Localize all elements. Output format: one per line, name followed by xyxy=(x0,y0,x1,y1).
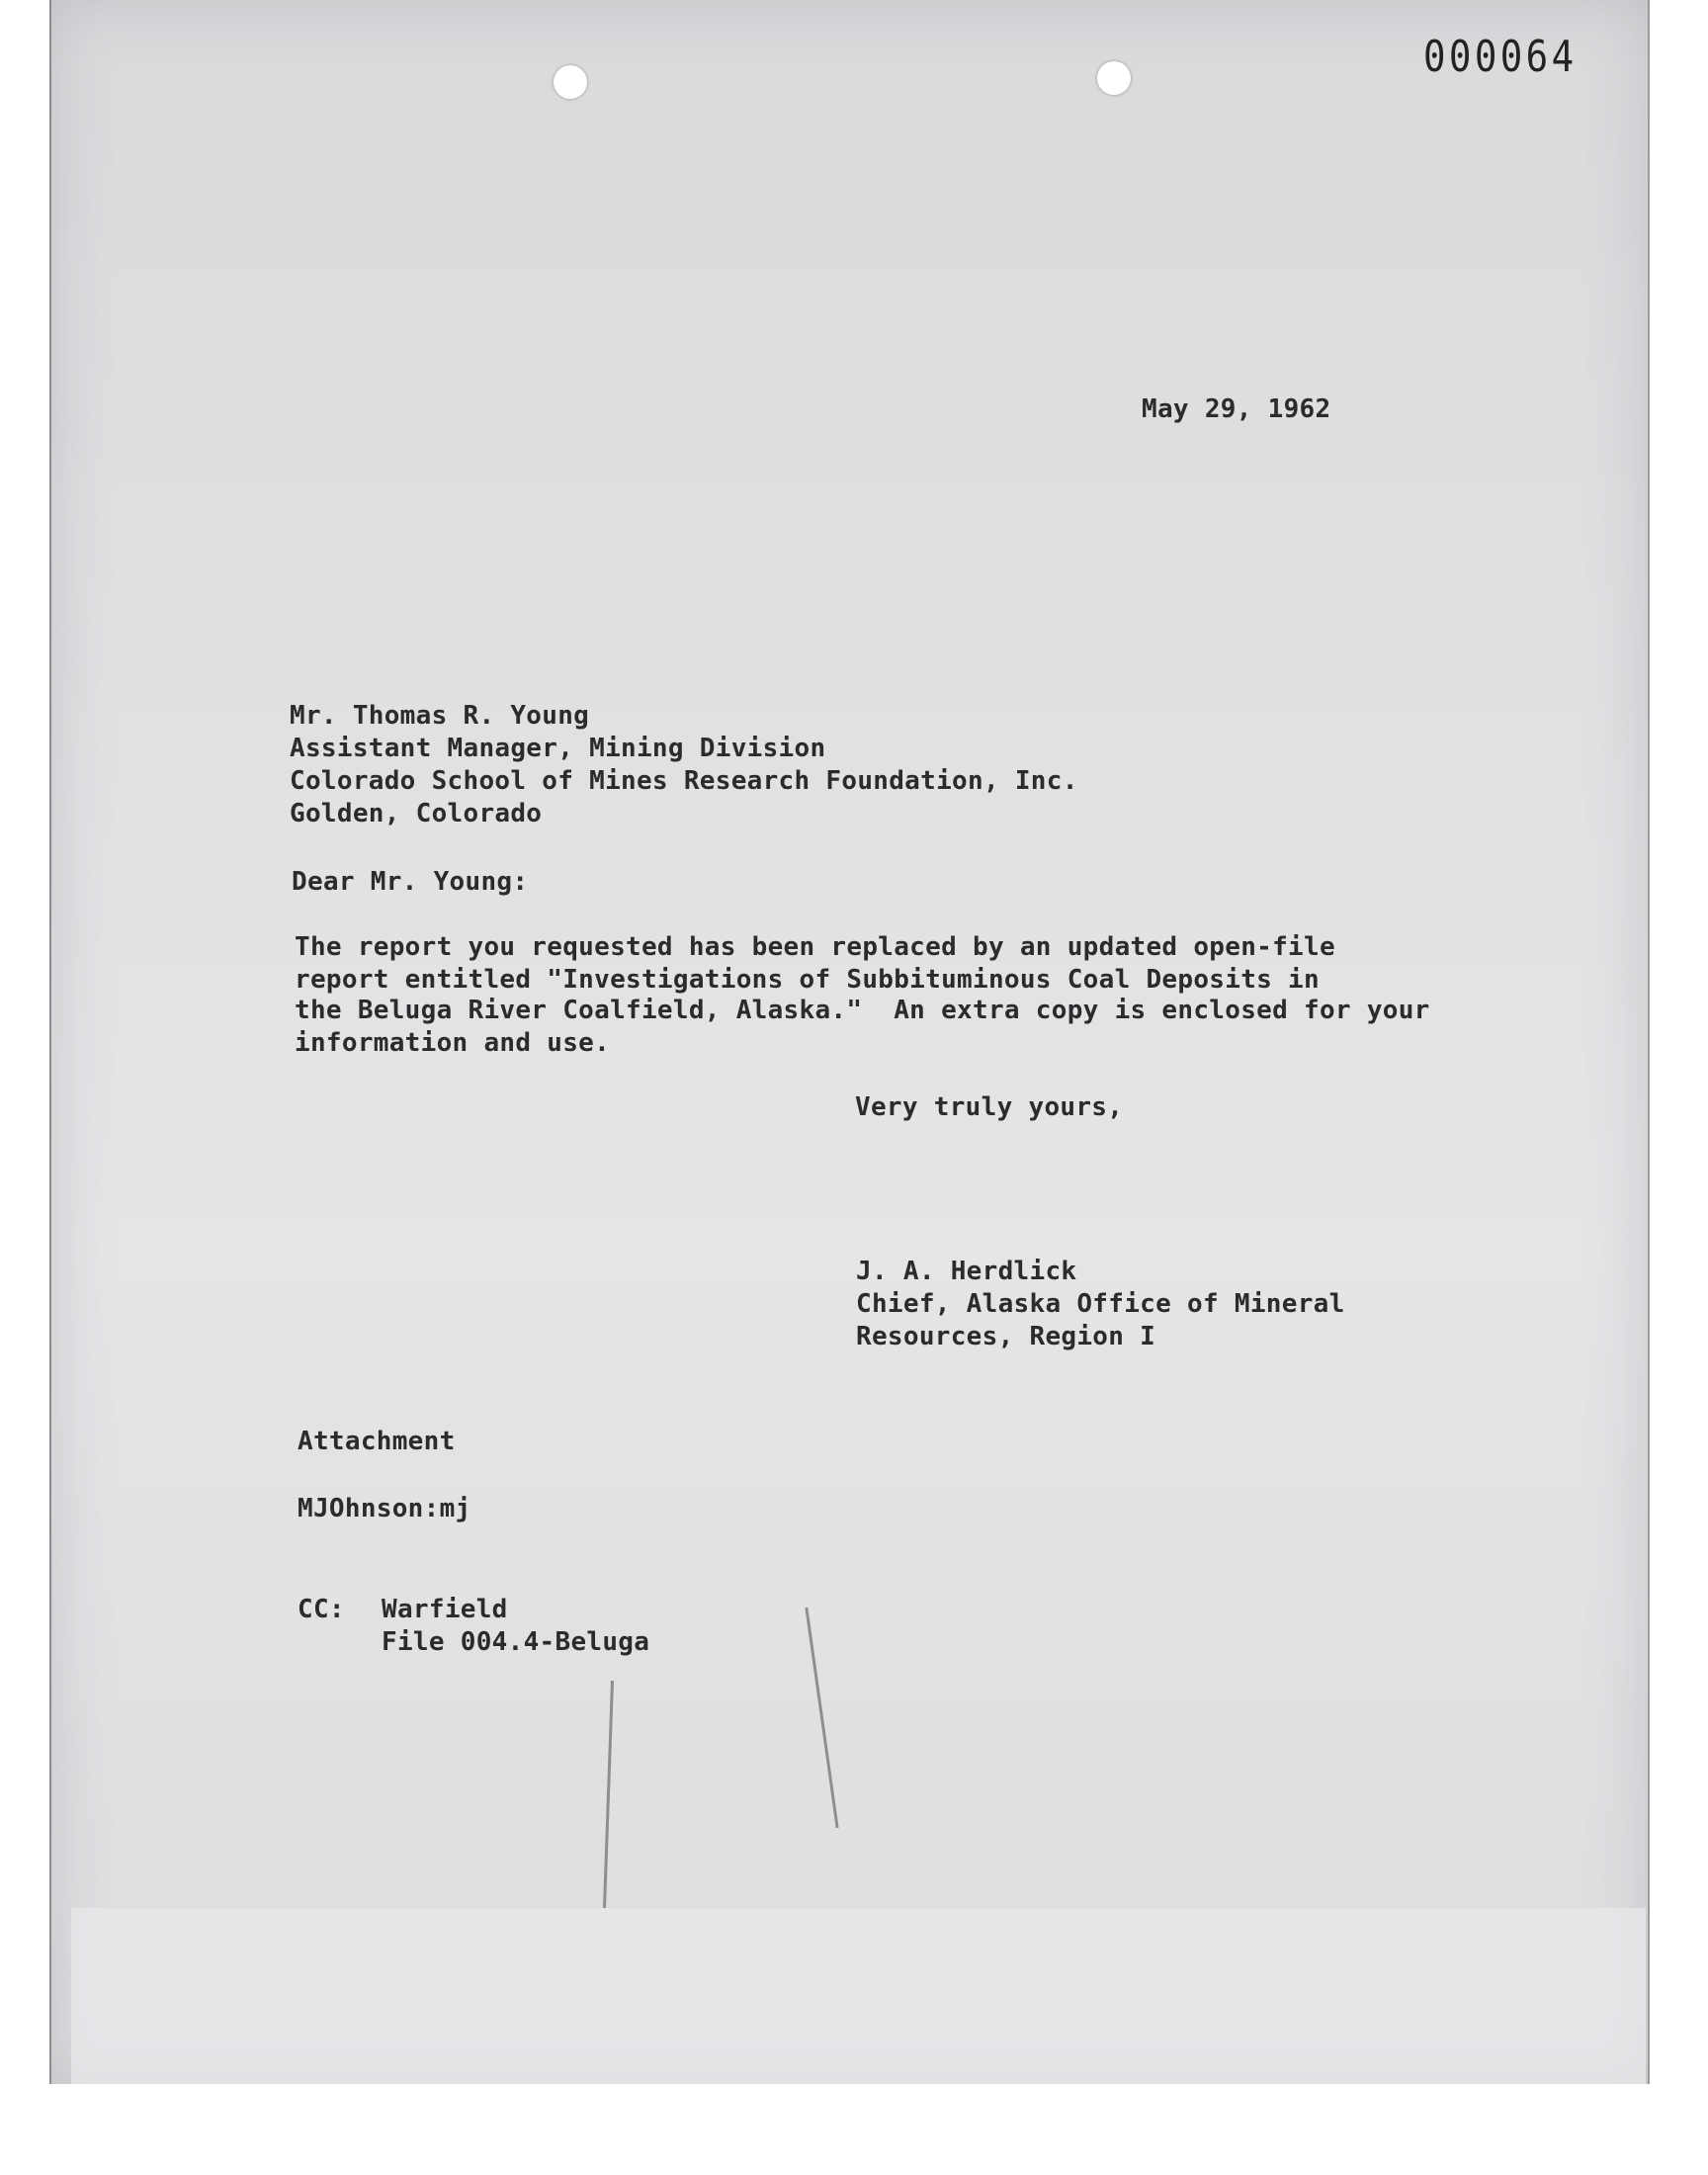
sheet-bottom-shade xyxy=(71,1908,1646,2084)
body-line: The report you requested has been replaced by an updated open-file xyxy=(295,932,1335,962)
recipient-name: Mr. Thomas R. Young xyxy=(290,701,590,731)
punch-hole-right xyxy=(1097,61,1131,95)
letter-date: May 29, 1962 xyxy=(1142,394,1331,424)
cc-label: CC: xyxy=(298,1595,345,1624)
typist-initials: MJOhnson:mj xyxy=(298,1494,471,1523)
recipient-organization: Colorado School of Mines Research Foundation, Inc. xyxy=(290,766,1078,796)
body-line: the Beluga River Coalfield, Alaska." An extra copy is enclosed for your xyxy=(295,996,1430,1025)
salutation: Dear Mr. Young: xyxy=(292,867,529,897)
punch-hole-left xyxy=(554,65,587,99)
closing: Very truly yours, xyxy=(855,1092,1124,1122)
recipient-title: Assistant Manager, Mining Division xyxy=(290,734,826,763)
signatory-name: J. A. Herdlick xyxy=(856,1257,1077,1286)
body-line: information and use. xyxy=(295,1028,611,1058)
attachment-label: Attachment xyxy=(298,1427,456,1456)
recipient-location: Golden, Colorado xyxy=(290,799,543,828)
signatory-title-line2: Resources, Region I xyxy=(856,1322,1156,1351)
letter-sheet xyxy=(49,0,1650,2084)
signatory-title-line1: Chief, Alaska Office of Mineral xyxy=(856,1289,1345,1319)
cc-item: File 004.4-Beluga xyxy=(382,1627,650,1657)
document-number-stamp: 000064 xyxy=(1423,32,1578,82)
body-line: report entitled "Investigations of Subbituminous Coal Deposits in xyxy=(295,965,1320,995)
cc-item: Warfield xyxy=(382,1595,508,1624)
